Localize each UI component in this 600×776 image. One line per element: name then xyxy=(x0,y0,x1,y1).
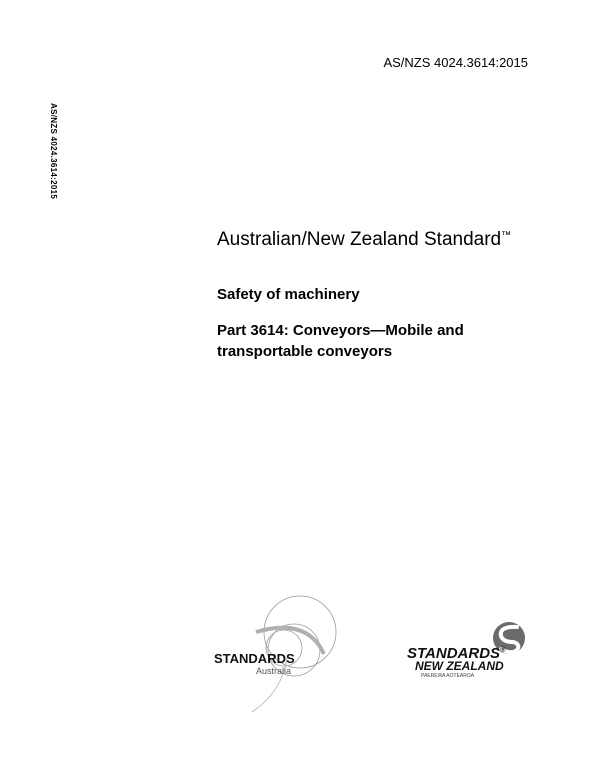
header-doc-number: AS/NZS 4024.3614:2015 xyxy=(383,55,528,70)
nz-logo-sub: PAEREWA AOTEAROA xyxy=(421,673,475,679)
part-title-line-1: Part 3614: Conveyors—Mobile and xyxy=(217,322,464,339)
trademark-symbol: ™ xyxy=(501,230,512,241)
standards-australia-logo xyxy=(212,592,372,718)
part-title-line-2: transportable conveyors xyxy=(217,343,393,360)
document-title: Safety of machinery xyxy=(217,286,360,303)
spine-doc-number: AS/NZS 4024.3614:2015 xyxy=(49,103,58,200)
sa-logo-word: STANDARDS xyxy=(214,651,295,666)
standard-type xyxy=(217,229,511,251)
standards-new-zealand-logo xyxy=(405,620,535,688)
nz-logo-word-2: NEW ZEALAND xyxy=(415,659,504,673)
standard-type-text: Australian/New Zealand Standard xyxy=(217,229,502,250)
part-title xyxy=(217,320,547,362)
sa-logo-sub: Australia xyxy=(256,666,292,676)
nz-logo-word-1-text: STANDARDS xyxy=(407,645,501,662)
nz-logo-registered-mark: ® xyxy=(500,647,506,654)
